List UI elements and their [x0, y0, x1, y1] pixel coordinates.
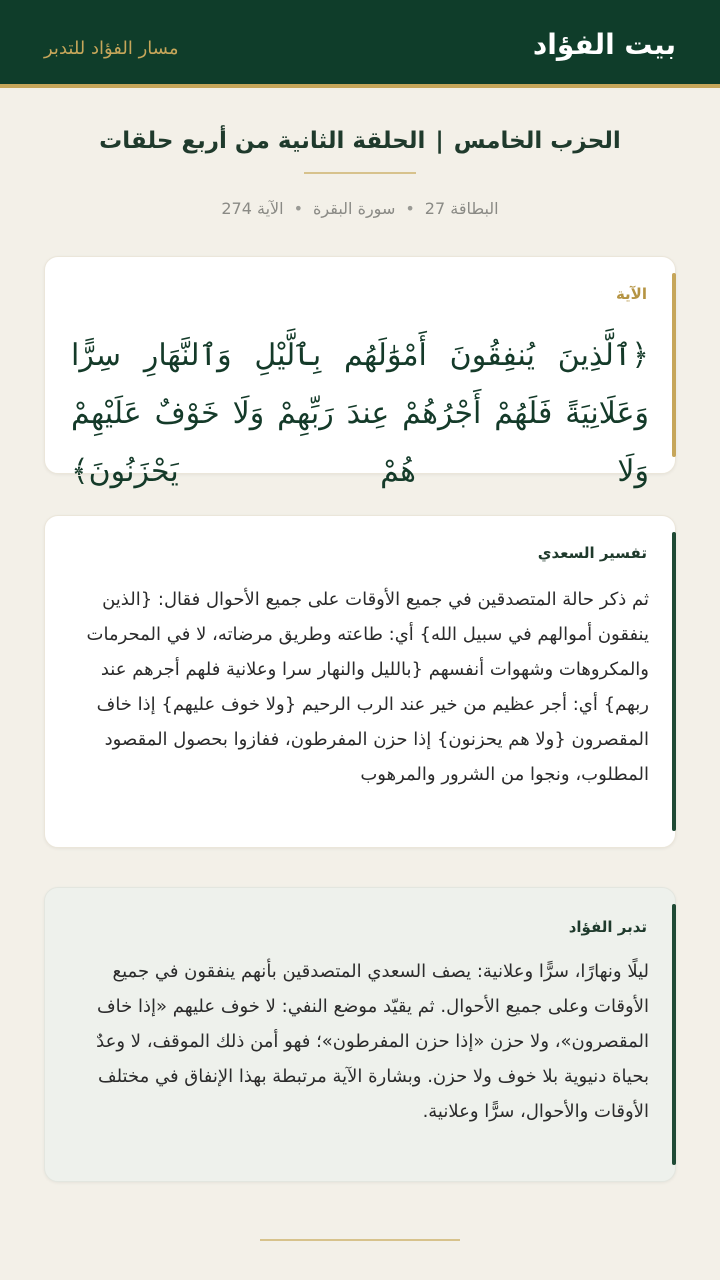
page-title — [0, 128, 720, 154]
reflection-card-label: تدبر الفؤاد — [568, 918, 647, 936]
halaqa-label: الحلقة الثانية من أربع حلقات — [99, 128, 426, 154]
tafsir-card-accent — [672, 532, 676, 831]
hizb-label: الحزب الخامس — [453, 128, 621, 154]
tafsir-card — [44, 515, 676, 848]
app-title[interactable]: بيت الفؤاد — [532, 28, 676, 61]
tafsir-text: ثم ذكر حالة المتصدقين في جميع الأوقات على جميع الأحوال فقال: {الذين ينفقون أموالهم في سبيل الله} أي: طاعته وطريق مرضاته، لا في المحرمات والمكروهات وشهوات أنفسهم {بالليل والنهار سرا وعلانية فلهم أجرهم عند ربهم} أي: أجر عظيم من خير عند الرب الرحيم {ولا خوف عليهم} إذا خاف المقصرون {ولا هم يحزنون} إذا حزن المفرطون، ففازوا بحصول المقصود المطلوب، ونجوا من الشرور والمرهوب — [86, 589, 649, 785]
ayah-card-accent — [672, 273, 676, 457]
meta-dot: • — [405, 199, 415, 218]
ayah-card — [44, 256, 676, 489]
title-separator: | — [435, 128, 444, 154]
app-header — [0, 0, 720, 88]
reflection-card-accent — [672, 904, 676, 1165]
card-meta — [0, 199, 720, 218]
ayah-card-label: الآية — [615, 285, 647, 303]
ayah-number: الآية 274 — [221, 199, 284, 218]
reflection-card — [44, 887, 676, 1182]
surah-name: سورة البقرة — [313, 199, 396, 218]
bottom-divider — [260, 1239, 460, 1241]
title-divider — [304, 172, 416, 174]
card-number: البطاقة 27 — [424, 199, 499, 218]
tafsir-card-label: تفسير السعدي — [537, 544, 647, 562]
reflection-text: ليلًا ونهارًا، سرًّا وعلانية: يصف السعدي المتصدقين بأنهم ينفقون في جميع الأوقات وعلى جميع الأحوال. ثم يقيّد موضع النفي: لا خوف عليهم «إذا خاف المقصرون»، ولا حزن «إذا حزن المفرطون»؛ فهو أمن ذلك الموقف، لا وعدٌ بحياة دنيوية بلا خوف ولا حزن. وبشارة الآية مرتبطة بهذا الإنفاق في مختلف الأوقات والأحوال، سرًّا وعلانية. — [96, 961, 649, 1122]
meta-dot: • — [293, 199, 304, 218]
app-tagline: مسار الفؤاد للتدبر — [44, 38, 179, 59]
ayah-text: ﴿ٱلَّذِينَ يُنفِقُونَ أَمْوَٰلَهُم بِٱلَّيْلِ وَٱلنَّهَارِ سِرًّا وَعَلَانِيَةً فَلَهُمْ أَجْرُهُمْ عِندَ رَبِّهِمْ وَلَا خَوْفٌ عَلَيْهِمْ وَلَا هُمْ يَحْزَنُونَ﴾ — [71, 338, 649, 489]
